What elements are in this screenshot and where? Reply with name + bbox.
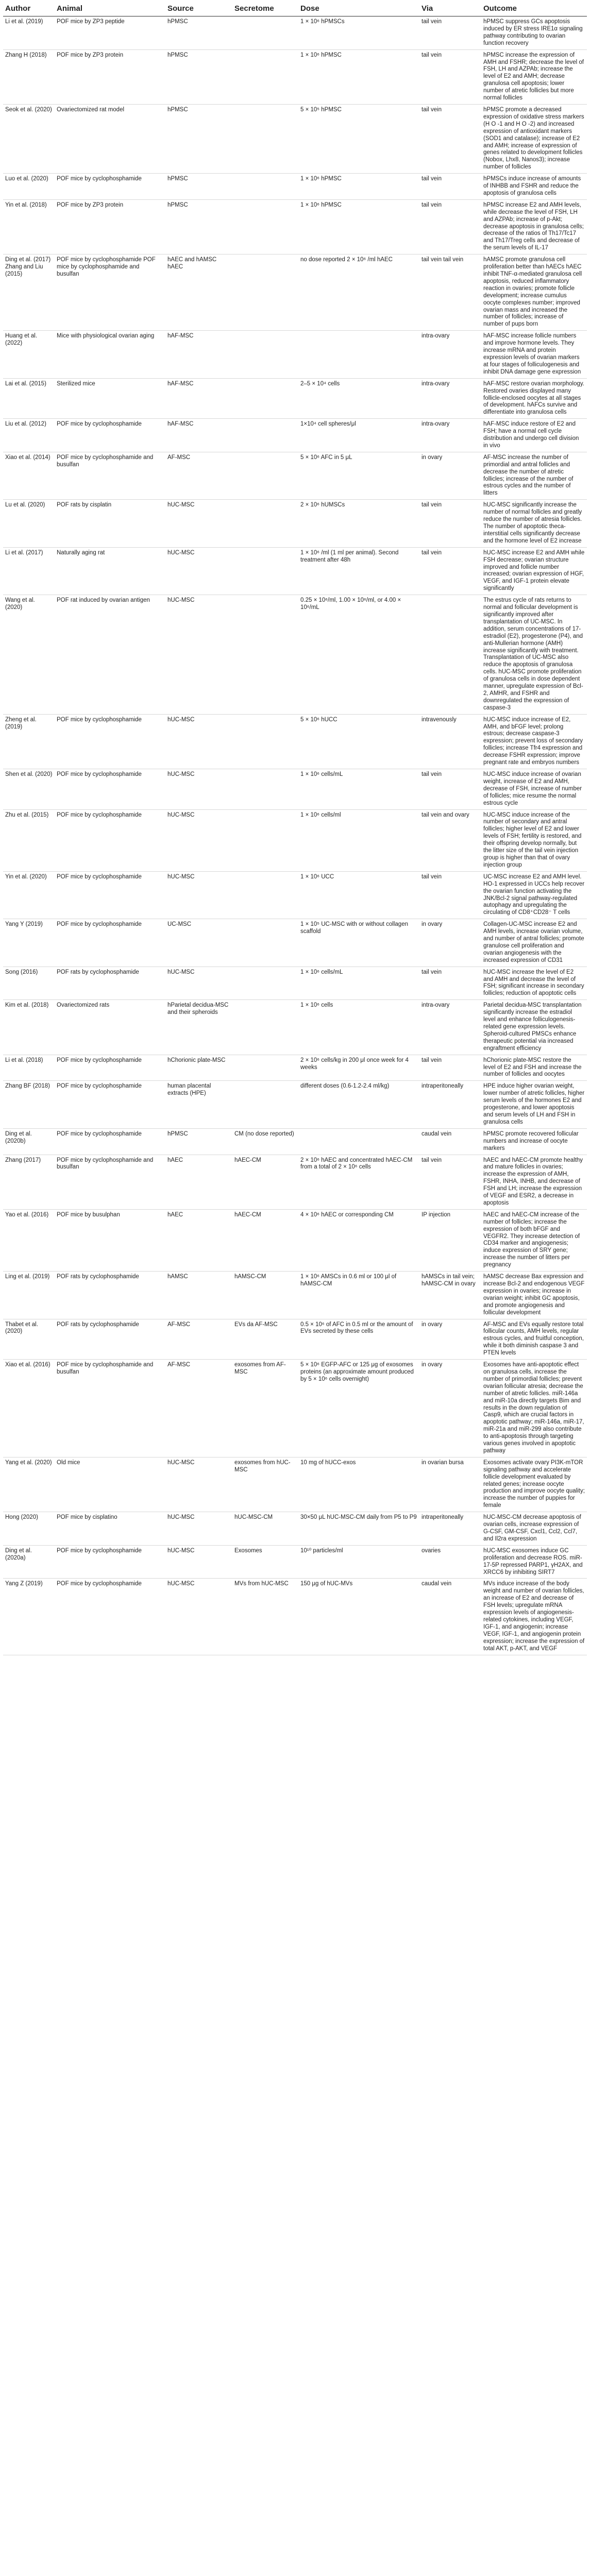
cell-animal: Old mice bbox=[55, 1457, 165, 1512]
cell-via: tail vein bbox=[419, 547, 481, 595]
cell-author: Zhu et al. (2015) bbox=[3, 809, 55, 871]
cell-animal: POF mice by cyclophosphamide bbox=[55, 1081, 165, 1128]
table-row bbox=[3, 1128, 587, 1155]
table-row bbox=[3, 378, 587, 419]
cell-outcome: hAF-MSC increase follicle numbers and improve hormone levels. They increase mRNA and protein expression levels of ovarian markers at four stages of folliculogenesis and inhibit DNA damage gene expression bbox=[481, 331, 587, 378]
cell-dose bbox=[298, 1128, 419, 1155]
table-row bbox=[3, 967, 587, 1000]
cell-author: Hong (2020) bbox=[3, 1512, 55, 1546]
cell-author: Li et al. (2019) bbox=[3, 16, 55, 50]
cell-outcome: hAF-MSC restore ovarian morphology. Restored ovaries displayed many follicle-enclosed oocytes at all stages of development. hAFCs survive and differentiate into granulosa cells bbox=[481, 378, 587, 419]
cell-author: Zhang BF (2018) bbox=[3, 1081, 55, 1128]
cell-dose: 1 × 10⁶ /ml (1 ml per animal). Second treatment after 48h bbox=[298, 547, 419, 595]
cell-dose: 2 × 10⁶ cells/kg in 200 μl once week for 4 weeks bbox=[298, 1055, 419, 1081]
cell-source: AF-MSC bbox=[165, 1319, 232, 1360]
cell-outcome: Collagen-UC-MSC increase E2 and AMH levels, increase ovarian volume, and number of antral follicles; promote granulose cell proliferation and ovarian angiogenesis with the increased expression of CD31 bbox=[481, 919, 587, 967]
cell-source: hPMSC bbox=[165, 174, 232, 200]
cell-dose bbox=[298, 331, 419, 378]
cell-source: hUC-MSC bbox=[165, 769, 232, 810]
cell-dose: 1 × 10⁶ cells/mL bbox=[298, 967, 419, 1000]
cell-dose: 2 × 10⁶ hAEC and concentrated hAEC-CM from a total of 2 × 10⁶ cells bbox=[298, 1155, 419, 1209]
table-row bbox=[3, 1545, 587, 1579]
cell-source: hParietal decidua-MSC and their spheroids bbox=[165, 1000, 232, 1055]
cell-outcome: UC-MSC increase E2 and AMH level. HO-1 expressed in UCCs help recover the ovarian function activating the JNK/Bcl-2 signal pathway-regulated autophagy and upregulating the circulating of CD8⁺CD28⁻ T cells bbox=[481, 871, 587, 919]
cell-author: Wang et al. (2020) bbox=[3, 595, 55, 715]
cell-dose: 4 × 10⁶ hAEC or corresponding CM bbox=[298, 1209, 419, 1271]
cell-dose: 1 × 10⁶ hPMSC bbox=[298, 199, 419, 254]
cell-animal: POF mice by ZP3 peptide bbox=[55, 16, 165, 50]
cell-via: tail vein bbox=[419, 871, 481, 919]
cell-outcome: hUC-MSC increase E2 and AMH while FSH decrease; ovarian structure improved and follicle number increased; ovarian expression of HGF, VEGF, and IGF-1 protein elevate significantly bbox=[481, 547, 587, 595]
cell-source: hUC-MSC bbox=[165, 500, 232, 547]
table-row bbox=[3, 174, 587, 200]
cell-via bbox=[419, 595, 481, 715]
cell-author: Ding et al. (2020b) bbox=[3, 1128, 55, 1155]
studies-table bbox=[3, 1, 587, 1655]
cell-author: Yin et al. (2018) bbox=[3, 199, 55, 254]
cell-source: AF-MSC bbox=[165, 1360, 232, 1458]
cell-outcome: HPE induce higher ovarian weight, lower number of atretic follicles, higher serum levels of the hormones E2 and progesterone, and lower apoptosis and serum levels of LH and FSH in granulosa cells bbox=[481, 1081, 587, 1128]
cell-secretome bbox=[232, 919, 298, 967]
cell-secretome bbox=[232, 1000, 298, 1055]
cell-via: ovaries bbox=[419, 1545, 481, 1579]
header-source: Source bbox=[165, 1, 232, 16]
cell-via: tail vein and ovary bbox=[419, 809, 481, 871]
cell-animal: POF mice by cyclophosphamide bbox=[55, 769, 165, 810]
cell-secretome bbox=[232, 1055, 298, 1081]
cell-author: Yin et al. (2020) bbox=[3, 871, 55, 919]
cell-secretome: hUC-MSC-CM bbox=[232, 1512, 298, 1546]
table-row bbox=[3, 1081, 587, 1128]
table-row bbox=[3, 49, 587, 104]
cell-outcome: AF-MSC increase the number of primordial and antral follicles and decrease the number of atretic follicles; increase of the number of estrous cycles and the number of litters bbox=[481, 452, 587, 499]
cell-author: Lu et al. (2020) bbox=[3, 500, 55, 547]
cell-secretome bbox=[232, 809, 298, 871]
cell-dose: different doses (0.6-1.2-2.4 ml/kg) bbox=[298, 1081, 419, 1128]
cell-via: in ovarian bursa bbox=[419, 1457, 481, 1512]
cell-animal: POF mice by ZP3 protein bbox=[55, 199, 165, 254]
cell-secretome bbox=[232, 331, 298, 378]
cell-outcome: hUC-MSC exosomes induce GC proliferation and decrease ROS. miR-17-5P repressed PARP1, γH2AX, and XRCC6 by inhibiting SIRT7 bbox=[481, 1545, 587, 1579]
cell-dose: 1 × 10⁵ UC-MSC with or without collagen scaffold bbox=[298, 919, 419, 967]
cell-outcome: hUC-MSC increase the level of E2 and AMH and decrease the level of FSH; significant increase in secondary follicles; reduction of apoptotic cells bbox=[481, 967, 587, 1000]
cell-author: Huang et al. (2022) bbox=[3, 331, 55, 378]
cell-source: hAF-MSC bbox=[165, 378, 232, 419]
cell-source: hUC-MSC bbox=[165, 809, 232, 871]
cell-secretome bbox=[232, 452, 298, 499]
cell-source: hAEC bbox=[165, 1209, 232, 1271]
cell-author: Shen et al. (2020) bbox=[3, 769, 55, 810]
cell-author: Li et al. (2017) bbox=[3, 547, 55, 595]
cell-outcome: hPMSC increase E2 and AMH levels, while decrease the level of FSH, LH and AZPAb; increase of p-Akt; decrease apoptosis in granulosa cells; decrease of the ratios of Th17/Tc17 and Th17/Treg cells and decrease of the serum levels of IL-17 bbox=[481, 199, 587, 254]
cell-dose: 2–5 × 10⁴ cells bbox=[298, 378, 419, 419]
cell-dose: no dose reported 2 × 10⁶ /ml hAEC bbox=[298, 255, 419, 331]
table-row bbox=[3, 1155, 587, 1209]
cell-via: intraperitoneally bbox=[419, 1512, 481, 1546]
cell-dose: 5 × 10⁵ hPMSC bbox=[298, 104, 419, 173]
cell-secretome bbox=[232, 174, 298, 200]
cell-via: tail vein bbox=[419, 174, 481, 200]
cell-author: Luo et al. (2020) bbox=[3, 174, 55, 200]
table-row bbox=[3, 1319, 587, 1360]
cell-outcome: hUC-MSC induce increase of E2, AMH, and bFGF level; prolong estrous; decrease caspase-3 expression; prevent loss of secondary follicles; increase Tfr4 expression and decrease FSHR expression; improve pregnant rate and embryos numbers bbox=[481, 714, 587, 769]
cell-secretome bbox=[232, 871, 298, 919]
cell-dose: 0.5 × 10⁶ of AFC in 0.5 ml or the amount of EVs secreted by these cells bbox=[298, 1319, 419, 1360]
table-row bbox=[3, 1209, 587, 1271]
cell-author: Zhang (2017) bbox=[3, 1155, 55, 1209]
cell-animal: POF mice by ZP3 protein bbox=[55, 49, 165, 104]
cell-via: tail vein bbox=[419, 104, 481, 173]
cell-source: hAEC bbox=[165, 1155, 232, 1209]
cell-author: Xiao et al. (2016) bbox=[3, 1360, 55, 1458]
cell-author: Zhang H (2018) bbox=[3, 49, 55, 104]
cell-secretome: MVs from hUC-MSC bbox=[232, 1579, 298, 1655]
cell-source: hAMSC bbox=[165, 1272, 232, 1319]
cell-dose: 0.25 × 10⁶/ml, 1.00 × 10⁶/ml, or 4.00 × 10⁶/mL bbox=[298, 595, 419, 715]
cell-author: Ling et al. (2019) bbox=[3, 1272, 55, 1319]
cell-author: Seok et al. (2020) bbox=[3, 104, 55, 173]
cell-source: AF-MSC bbox=[165, 452, 232, 499]
cell-author: Lai et al. (2015) bbox=[3, 378, 55, 419]
table-row bbox=[3, 331, 587, 378]
cell-source: hUC-MSC bbox=[165, 1579, 232, 1655]
cell-via: intra-ovary bbox=[419, 1000, 481, 1055]
cell-outcome: hPMSC promote recovered follicular numbers and increase of oocyte markers bbox=[481, 1128, 587, 1155]
table-row bbox=[3, 1512, 587, 1546]
table-body bbox=[3, 16, 587, 1655]
cell-animal: Ovariectomized rats bbox=[55, 1000, 165, 1055]
cell-dose: 1×10⁴ cell spheres/μl bbox=[298, 419, 419, 452]
cell-secretome bbox=[232, 967, 298, 1000]
cell-source: hAF-MSC bbox=[165, 331, 232, 378]
table-row bbox=[3, 714, 587, 769]
cell-via: caudal vein bbox=[419, 1579, 481, 1655]
cell-via: intravenously bbox=[419, 714, 481, 769]
cell-source: hUC-MSC bbox=[165, 547, 232, 595]
cell-outcome: Parietal decidua-MSC transplantation significantly increase the estradiol level and enhance folliculogenesis-related gene expression levels. Spheroid-cultured PMSCs enhance therapeutic potential via increased engraftment efficiency bbox=[481, 1000, 587, 1055]
cell-animal: Sterilized mice bbox=[55, 378, 165, 419]
cell-dose: 1 × 10⁶ hPMSCs bbox=[298, 16, 419, 50]
cell-animal: POF rats by cisplatin bbox=[55, 500, 165, 547]
cell-source: human placental extracts (HPE) bbox=[165, 1081, 232, 1128]
cell-outcome: hAEC and hAEC-CM promote healthy and mature follicles in ovaries; increase the expression of AMH, FSHR, INHA, INHB, and decrease of FSH and LH; increase the expression of VEGF and ESR2, a decrease in apoptosis bbox=[481, 1155, 587, 1209]
cell-secretome bbox=[232, 49, 298, 104]
cell-animal: POF mice by cyclophosphamide bbox=[55, 809, 165, 871]
cell-author: Yang Z (2019) bbox=[3, 1579, 55, 1655]
cell-source: hUC-MSC bbox=[165, 967, 232, 1000]
cell-outcome: hUC-MSC induce increase of ovarian weight, increase of E2 and AMH, decrease of FSH, increase of number of follicles; mice resume the normal estrous cycle bbox=[481, 769, 587, 810]
cell-source: hUC-MSC bbox=[165, 1512, 232, 1546]
cell-source: hPMSC bbox=[165, 1128, 232, 1155]
cell-via: tail vein bbox=[419, 1155, 481, 1209]
table-row bbox=[3, 452, 587, 499]
cell-outcome: The estrus cycle of rats returns to normal and follicular development is significantly improved after transplantation of UC-MSC. In addition, serum concentrations of 17-estradiol (E2), progesterone (P4), and anti-Mullerian hormone (AMH) increase significantly with treatment. Transplantation of UC-MSC also reduce the apoptosis of granulosa cells. hUC-MSC promote proliferation of granulosa cells in dose dependent manner, upregulate expression of Bcl-2, AMHR, and FSHR and downregulated the expression of caspase-3 bbox=[481, 595, 587, 715]
cell-source: hAF-MSC bbox=[165, 419, 232, 452]
cell-animal: Ovariectomized rat model bbox=[55, 104, 165, 173]
cell-dose: 1 × 10⁶ hPMSC bbox=[298, 49, 419, 104]
cell-dose: 1 × 10⁶ hPMSC bbox=[298, 174, 419, 200]
table-row bbox=[3, 1360, 587, 1458]
cell-animal: POF mice by cyclophosphamide bbox=[55, 919, 165, 967]
cell-animal: POF mice by cyclophosphamide and busulfan bbox=[55, 452, 165, 499]
cell-dose: 150 μg of hUC-MVs bbox=[298, 1579, 419, 1655]
cell-secretome: CM (no dose reported) bbox=[232, 1128, 298, 1155]
table-row bbox=[3, 809, 587, 871]
cell-via: caudal vein bbox=[419, 1128, 481, 1155]
cell-dose: 5 × 10⁶ AFC in 5 μL bbox=[298, 452, 419, 499]
cell-animal: POF mice by cyclophosphamide and busulfan bbox=[55, 1360, 165, 1458]
cell-secretome bbox=[232, 378, 298, 419]
cell-source: hPMSC bbox=[165, 104, 232, 173]
cell-secretome: exosomes from hUC-MSC bbox=[232, 1457, 298, 1512]
cell-dose: 1 × 10⁶ AMSCs in 0.6 ml or 100 μl of hAMSC-CM bbox=[298, 1272, 419, 1319]
cell-dose: 5 × 10⁶ EGFP-AFC or 125 μg of exosomes proteins (an approximate amount produced by 5 × 10⁶ cells overnight) bbox=[298, 1360, 419, 1458]
cell-outcome: MVs induce increase of the body weight and number of ovarian follicles, an increase of E2 and decrease of FSH levels; upregulate mRNA expression levels of angiogenesis-related cytokines, including VEGF, IGF-1, and angiogenin; increase VEGF, IGF-1, and angiogenin protein expression; increase the expression of total AKT, p-AKT, and VEGF bbox=[481, 1579, 587, 1655]
cell-source: hUC-MSC bbox=[165, 714, 232, 769]
cell-via: intra-ovary bbox=[419, 331, 481, 378]
header-secretome: Secretome bbox=[232, 1, 298, 16]
cell-animal: POF rats by cyclophosphamide bbox=[55, 1319, 165, 1360]
cell-via: intra-ovary bbox=[419, 419, 481, 452]
header-author: Author bbox=[3, 1, 55, 16]
cell-secretome: exosomes from AF-MSC bbox=[232, 1360, 298, 1458]
table-row bbox=[3, 1272, 587, 1319]
cell-outcome: hAMSC decrease Bax expression and increase Bcl-2 and endogenous VEGF expression in ovaries; increase in ovarian weight; inhibit GC apoptosis, and promote angiogenesis and follicular development bbox=[481, 1272, 587, 1319]
cell-author: Yang Y (2019) bbox=[3, 919, 55, 967]
cell-animal: POF mice by cyclophosphamide bbox=[55, 419, 165, 452]
table-row bbox=[3, 769, 587, 810]
cell-secretome bbox=[232, 769, 298, 810]
cell-dose: 1 × 10⁶ cells/mL bbox=[298, 769, 419, 810]
cell-outcome: hPMSCs induce increase of amounts of INHBB and FSHR and reduce the apoptosis of granulosa cells bbox=[481, 174, 587, 200]
cell-source: hPMSC bbox=[165, 199, 232, 254]
cell-author: Zheng et al. (2019) bbox=[3, 714, 55, 769]
cell-source: hUC-MSC bbox=[165, 1457, 232, 1512]
table-row bbox=[3, 1055, 587, 1081]
cell-animal: POF mice by cyclophosphamide bbox=[55, 714, 165, 769]
cell-via: in ovary bbox=[419, 452, 481, 499]
cell-outcome: hAF-MSC induce restore of E2 and FSH; have a normal cell cycle distribution and undergo cell division in vivo bbox=[481, 419, 587, 452]
cell-secretome bbox=[232, 255, 298, 331]
cell-animal: POF mice by cyclophosphamide bbox=[55, 174, 165, 200]
cell-outcome: Exosomes have anti-apoptotic effect on granulosa cells, increase the number of primordial follicles; prevent ovarian follicular atresia; decrease the number of atretic follicles. miR-146a and miR-10a directly targets Bim and results in the down regulation of Casp9, which are crucial factors in apoptotic pathway; miR-146a, miR-17, miR-21a and miR-299 also contribute to anti-apoptosis through targeting various genes involved in apoptotic pathway bbox=[481, 1360, 587, 1458]
table-row bbox=[3, 595, 587, 715]
cell-source: hAEC and hAMSC hAEC bbox=[165, 255, 232, 331]
cell-author: Li et al. (2018) bbox=[3, 1055, 55, 1081]
cell-author: Thabet et al. (2020) bbox=[3, 1319, 55, 1360]
cell-via: IP injection bbox=[419, 1209, 481, 1271]
cell-source: hPMSC bbox=[165, 16, 232, 50]
table-row bbox=[3, 500, 587, 547]
cell-via: tail vein bbox=[419, 16, 481, 50]
table-row bbox=[3, 1457, 587, 1512]
header-via: Via bbox=[419, 1, 481, 16]
cell-author: Xiao et al. (2014) bbox=[3, 452, 55, 499]
header-row bbox=[3, 1, 587, 16]
cell-via: tail vein bbox=[419, 769, 481, 810]
cell-outcome: hChorionic plate-MSC restore the level of E2 and FSH and increase the number of follicles and oocytes bbox=[481, 1055, 587, 1081]
cell-via: tail vein bbox=[419, 500, 481, 547]
cell-via: in ovary bbox=[419, 919, 481, 967]
cell-animal: POF mice by cyclophosphamide POF mice by cyclophosphamide and busulfan bbox=[55, 255, 165, 331]
cell-outcome: hAMSC promote granulosa cell proliferation better than hAECs hAEC inhibit TNF-α-mediated granulosa cell apoptosis, reduced inflammatory reaction in ovaries; promote follicle development; increase cumulus oocyte complexes number; improved ovarian mass and increased the number of follicles; increase of number of pups born bbox=[481, 255, 587, 331]
cell-secretome: hAMSC-CM bbox=[232, 1272, 298, 1319]
table-row bbox=[3, 104, 587, 173]
table-row bbox=[3, 419, 587, 452]
cell-via: tail vein bbox=[419, 199, 481, 254]
cell-secretome: Exosomes bbox=[232, 1545, 298, 1579]
cell-author: Ding et al. (2020a) bbox=[3, 1545, 55, 1579]
cell-secretome bbox=[232, 595, 298, 715]
cell-secretome bbox=[232, 199, 298, 254]
cell-outcome: hUC-MSC induce increase of the number of secondary and antral follicles; higher level of E2 and lower levels of FSH; fertility is restored, and their offspring develop normally, but the litter size of the tail vein injection group is higher than that of ovary injection group bbox=[481, 809, 587, 871]
cell-animal: POF mice by busulphan bbox=[55, 1209, 165, 1271]
cell-animal: POF mice by cyclophosphamide bbox=[55, 871, 165, 919]
cell-dose: 1 × 10⁶ cells/ml bbox=[298, 809, 419, 871]
cell-source: hChorionic plate-MSC bbox=[165, 1055, 232, 1081]
table-row bbox=[3, 255, 587, 331]
cell-dose: 10¹⁰ particles/ml bbox=[298, 1545, 419, 1579]
cell-animal: POF mice by cyclophosphamide bbox=[55, 1055, 165, 1081]
cell-secretome bbox=[232, 16, 298, 50]
cell-outcome: hUC-MSC-CM decrease apoptosis of ovarian cells, increase expression of G-CSF, GM-CSF, Cxcl1, Ccl2, Ccl7, and Il2ra expression bbox=[481, 1512, 587, 1546]
cell-secretome bbox=[232, 419, 298, 452]
cell-animal: POF mice by cyclophosphamide bbox=[55, 1545, 165, 1579]
cell-secretome: hAEC-CM bbox=[232, 1209, 298, 1271]
cell-via: in ovary bbox=[419, 1319, 481, 1360]
cell-animal: POF rat induced by ovarian antigen bbox=[55, 595, 165, 715]
table-row bbox=[3, 1579, 587, 1655]
cell-secretome bbox=[232, 547, 298, 595]
cell-dose: 1 × 10⁶ cells bbox=[298, 1000, 419, 1055]
cell-source: UC-MSC bbox=[165, 919, 232, 967]
cell-outcome: hUC-MSC significantly increase the number of normal follicles and greatly reduce the number of atresia follicles. The number of apoptotic theca-interstitial cells significantly decrease and the hormone level of E2 increase bbox=[481, 500, 587, 547]
cell-author: Kim et al. (2018) bbox=[3, 1000, 55, 1055]
cell-secretome bbox=[232, 714, 298, 769]
cell-via: tail vein bbox=[419, 1055, 481, 1081]
cell-outcome: Exosomes activate ovary PI3K-mTOR signaling pathway and accelerate follicle development evaluated by related genes; increase oocyte production and improve oocyte quality; increase the number of puppies for female bbox=[481, 1457, 587, 1512]
cell-source: hUC-MSC bbox=[165, 871, 232, 919]
cell-outcome: hPMSC increase the expression of AMH and FSHR; decrease the level of FSH, LH and AZPAb; increase the level of E2 and AMH; decrease granulosa cell apoptosis; lower number of atretic follicles but more normal follicles bbox=[481, 49, 587, 104]
cell-secretome bbox=[232, 104, 298, 173]
cell-secretome bbox=[232, 1081, 298, 1128]
cell-animal: POF mice by cisplatino bbox=[55, 1512, 165, 1546]
cell-author: Yao et al. (2016) bbox=[3, 1209, 55, 1271]
cell-dose: 30×50 μL hUC-MSC-CM daily from P5 to P9 bbox=[298, 1512, 419, 1546]
cell-author: Ding et al. (2017) Zhang and Liu (2015) bbox=[3, 255, 55, 331]
cell-animal: POF rats by cyclophosphamide bbox=[55, 1272, 165, 1319]
cell-source: hUC-MSC bbox=[165, 1545, 232, 1579]
table-row bbox=[3, 547, 587, 595]
cell-author: Yang et al. (2020) bbox=[3, 1457, 55, 1512]
cell-secretome bbox=[232, 500, 298, 547]
cell-outcome: hPMSC suppress GCs apoptosis induced by ER stress IRE1α signaling pathway contributing to ovarian function recovery bbox=[481, 16, 587, 50]
table-row bbox=[3, 16, 587, 50]
table-row bbox=[3, 199, 587, 254]
cell-dose: 2 × 10⁶ hUMSCs bbox=[298, 500, 419, 547]
cell-dose: 5 × 10⁶ hUCC bbox=[298, 714, 419, 769]
header-animal: Animal bbox=[55, 1, 165, 16]
header-outcome: Outcome bbox=[481, 1, 587, 16]
cell-animal: Mice with physiological ovarian aging bbox=[55, 331, 165, 378]
cell-author: Liu et al. (2012) bbox=[3, 419, 55, 452]
cell-outcome: hPMSC promote a decreased expression of oxidative stress markers (H O -1 and H O -2) and increased expression of antioxidant markers (SOD1 and catalase); increase of E2 and AMH; increase of expression of genes related to development follicles (Nobox, Lhx8, Nanos3); increase number of follicles bbox=[481, 104, 587, 173]
cell-outcome: AF-MSC and EVs equally restore total follicular counts, AMH levels, regular estrous cycles, and fruitful conception, while it both diminish caspase 3 and PTEN levels bbox=[481, 1319, 587, 1360]
cell-via: hAMSCs in tail vein; hAMSC-CM in ovary bbox=[419, 1272, 481, 1319]
cell-via: tail vein bbox=[419, 967, 481, 1000]
cell-animal: POF mice by cyclophosphamide bbox=[55, 1128, 165, 1155]
table-row bbox=[3, 871, 587, 919]
cell-animal: POF mice by cyclophosphamide bbox=[55, 1579, 165, 1655]
cell-secretome: hAEC-CM bbox=[232, 1155, 298, 1209]
cell-animal: Naturally aging rat bbox=[55, 547, 165, 595]
cell-animal: POF mice by cyclophosphamide and busulfan bbox=[55, 1155, 165, 1209]
cell-via: tail vein bbox=[419, 49, 481, 104]
cell-via: in ovary bbox=[419, 1360, 481, 1458]
cell-outcome: hAEC and hAEC-CM increase of the number of follicles; increase the expression of both bFGF and VEGFR2. They increase detection of CD34 marker and angiogenesis; induce expression of SRY gene; increase the number of litters per pregnancy bbox=[481, 1209, 587, 1271]
table-row bbox=[3, 1000, 587, 1055]
cell-animal: POF rats by cyclophosphamide bbox=[55, 967, 165, 1000]
cell-dose: 1 × 10⁶ UCC bbox=[298, 871, 419, 919]
cell-source: hPMSC bbox=[165, 49, 232, 104]
header-dose: Dose bbox=[298, 1, 419, 16]
cell-author: Song (2016) bbox=[3, 967, 55, 1000]
cell-source: hUC-MSC bbox=[165, 595, 232, 715]
table-row bbox=[3, 919, 587, 967]
cell-via: intra-ovary bbox=[419, 378, 481, 419]
cell-via: intraperitoneally bbox=[419, 1081, 481, 1128]
cell-secretome: EVs da AF-MSC bbox=[232, 1319, 298, 1360]
cell-dose: 10 mg of hUCC-exos bbox=[298, 1457, 419, 1512]
cell-via: tail vein tail vein bbox=[419, 255, 481, 331]
